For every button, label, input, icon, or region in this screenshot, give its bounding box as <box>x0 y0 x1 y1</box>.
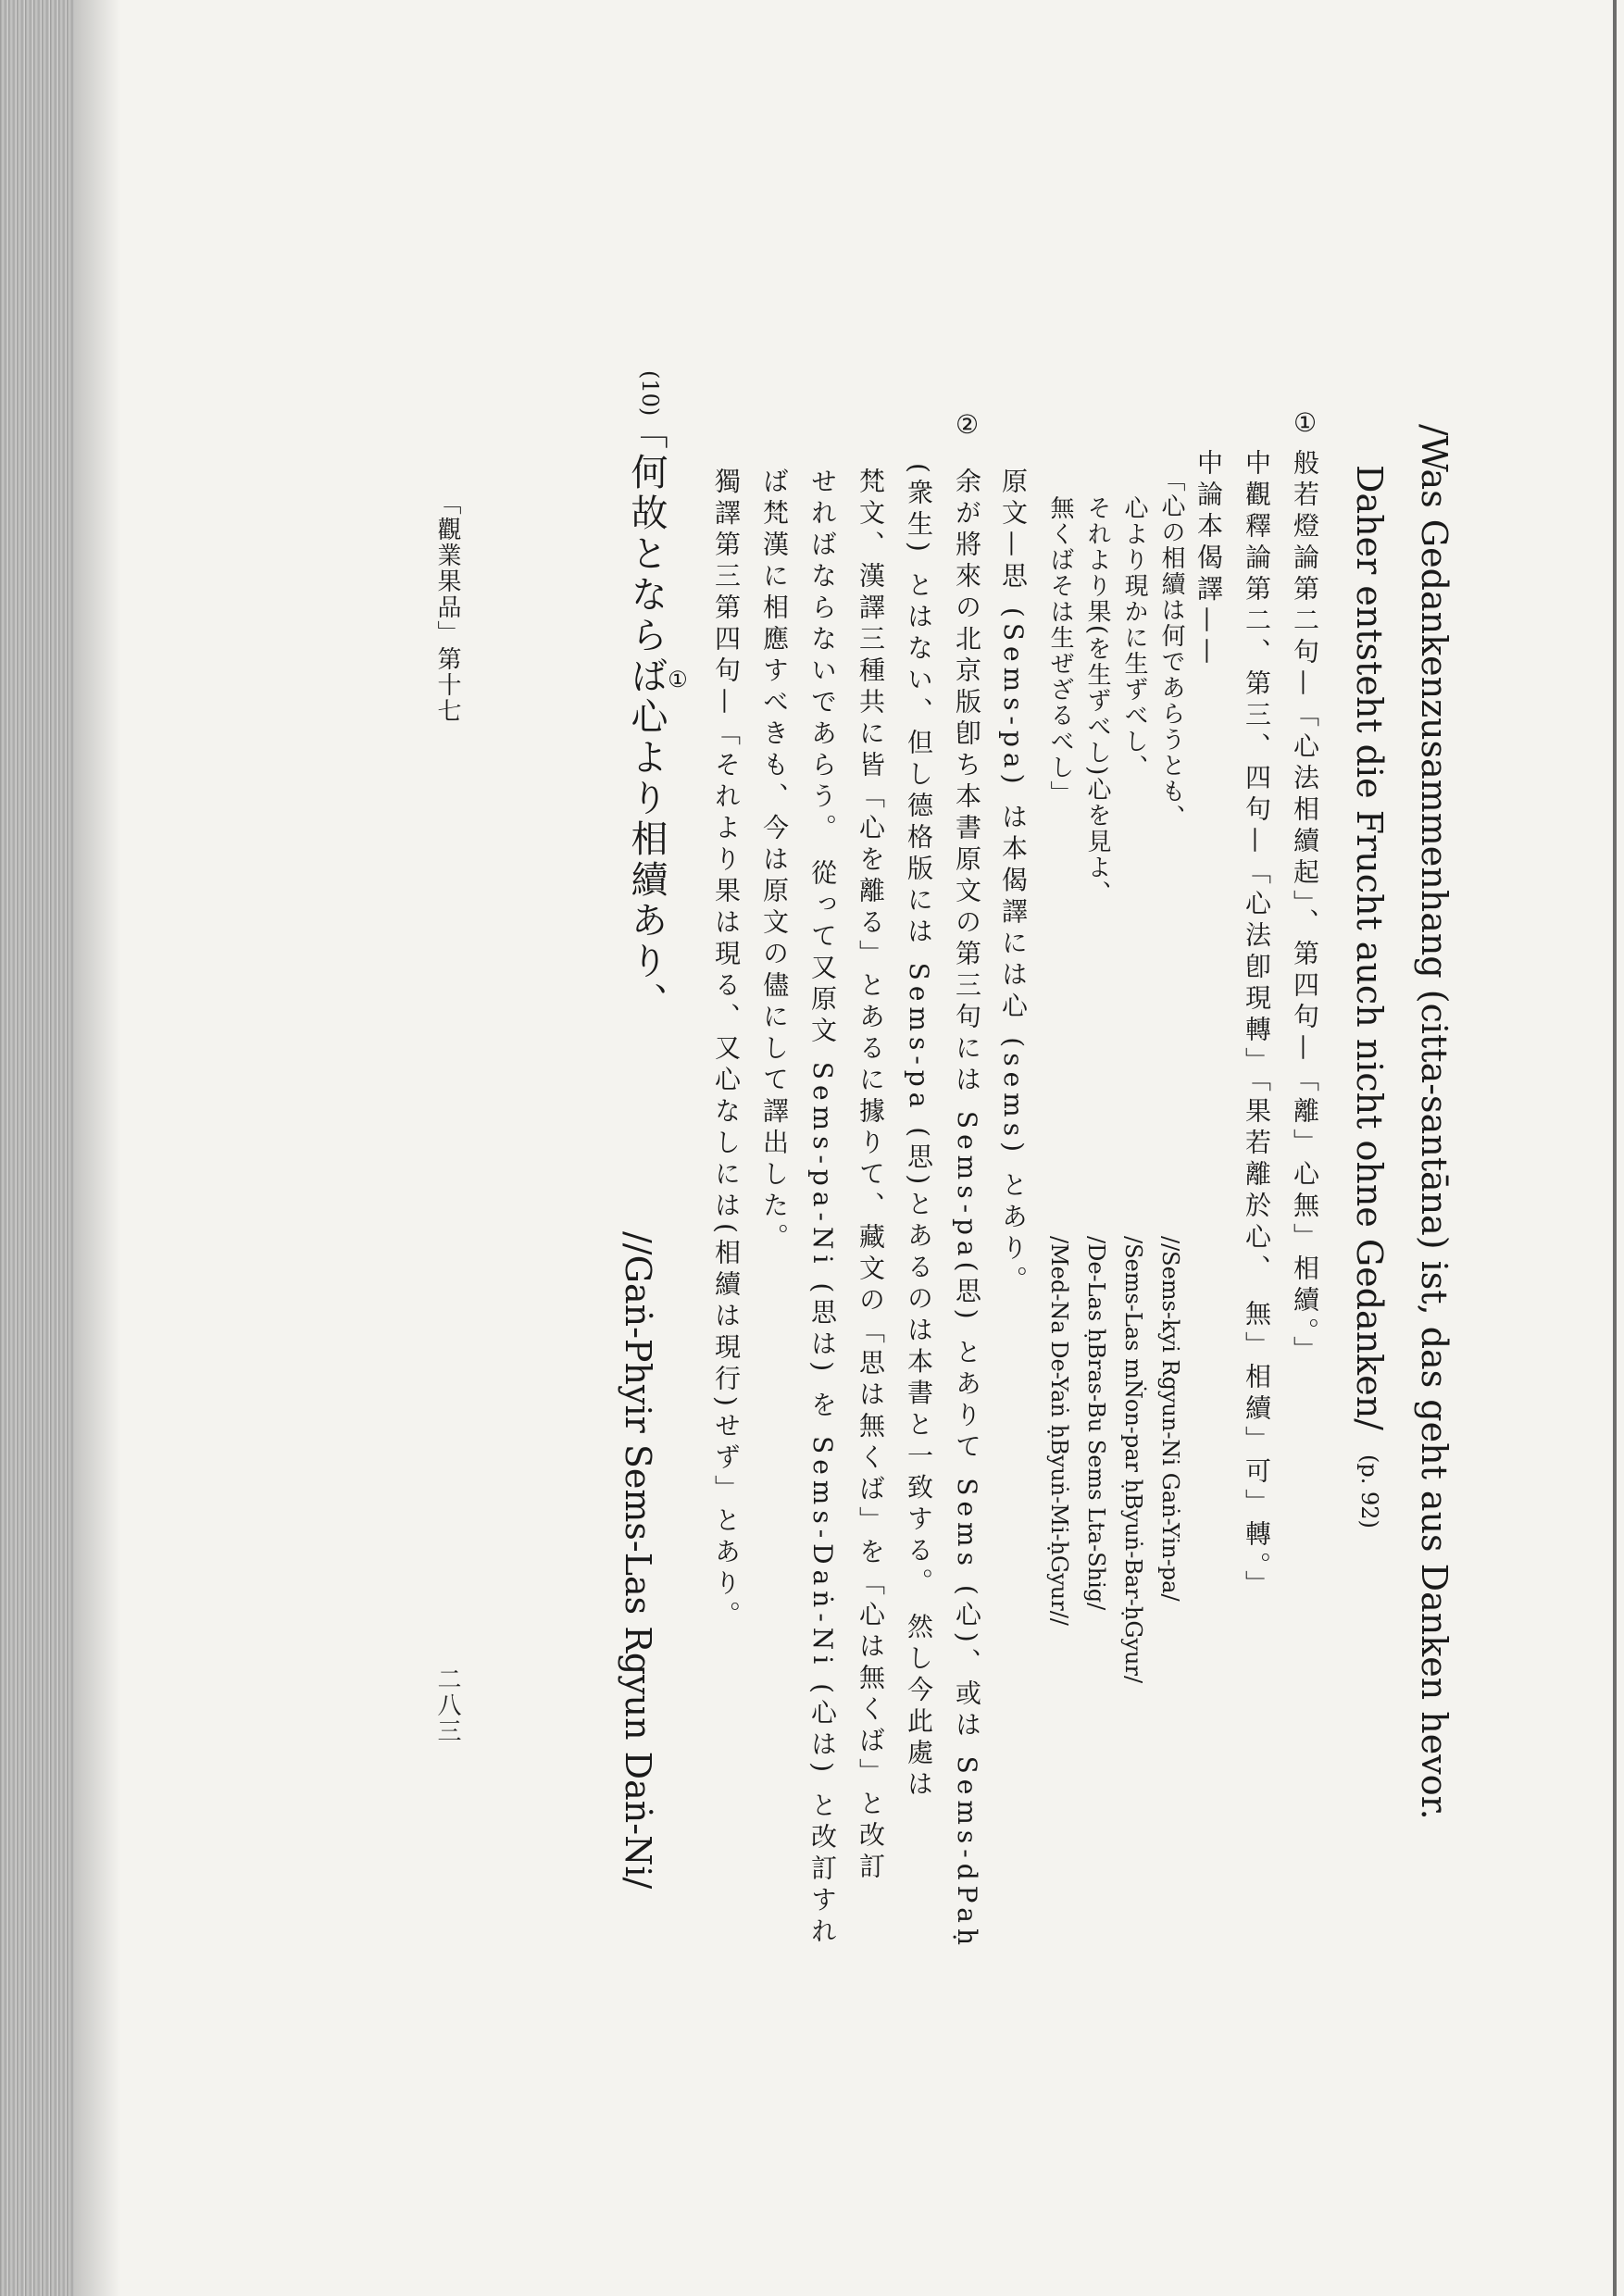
page-reference: (p. 92) <box>1356 1454 1382 1529</box>
verse-number: (10) <box>637 370 663 417</box>
tibetan-verse-2: /Sems-Las mṄon-par ḥByuṅ-Bar-ḥGyur/ <box>1120 1236 1146 1684</box>
main-verse-note-marker: ① <box>665 667 691 693</box>
japanese-verse-3: それより果(を生ずべし)心を見よ、 <box>1083 495 1111 907</box>
page-edge <box>1613 0 1617 2296</box>
tibetan-verse-4: /Med-Na De-Yaṅ ḥByuṅ-Mi-ḥGyur// <box>1046 1236 1072 1626</box>
note2-line-1: 余が將來の北京版卽ち本書原文の第三句には Sems-pa(思) とありて Sems (心)、或は Sems-dPaḥ <box>952 468 982 1951</box>
main-verse-text <box>625 412 668 1023</box>
note-line-chuuron-verse: 中論本偈譯—— <box>1193 449 1224 669</box>
main-verse-body: 「何故とならば心より相續あり、 <box>625 412 668 1023</box>
note-marker-2: ② <box>952 409 982 440</box>
note-line-madhyamaka-commentary: 中觀釋論第二、第三、四句—「心法卽現轉」「果若離於心、 無」相續」可」轉。」 <box>1242 449 1272 1602</box>
japanese-verse-4: 無くばそは生ぜざるべし」 <box>1046 495 1074 806</box>
note2-line-6: 獨譯第三第四句—「それより果は現る、又心なしには(相續は現行)せず」とあり。 <box>711 468 742 1632</box>
note2-line-5: ば梵漢に相應すべきも、今は原文の儘にして譯出した。 <box>759 468 790 1254</box>
spine-gradient <box>74 0 120 2296</box>
german-line-1: /Was Gedankenzusammenhang (citta-santāna) ist, das geht aus Danken hevor. <box>1414 424 1455 1820</box>
book-spine-shadow <box>0 0 74 2296</box>
note2-line-2: (衆生) とはない、但し德格版には Sems-pa (思)とあるのは本書と一致する。 然し今此處は <box>904 463 934 1803</box>
japanese-verse-2: 心より現かに生ずべし、 <box>1120 495 1148 780</box>
tibetan-verse-1: //Sems-kyi Rgyun-Ni Gaṅ-Yin-pa/ <box>1157 1236 1183 1602</box>
running-chapter-title: 「觀業果品」第十七 <box>433 491 461 724</box>
note-line-prajnapradipa: 般若燈論第二句—「心法相續起」、第四句—「離」心無」相續。」 <box>1290 449 1320 1367</box>
note2-line-4: せればならないであらう。 從って又原文 Sems-pa-Ni (思は) を Sems-Daṅ-Ni (心は) と改訂すれ <box>807 468 838 1949</box>
japanese-verse-1: 「心の相續は何であらうとも、 <box>1157 468 1185 830</box>
german-line-2-text: Daher entsteht die Frucht auch nicht ohne Gedanken/ <box>1349 465 1390 1430</box>
german-line-2 <box>1349 465 1390 1529</box>
note2-line-3: 梵文、漢譯三種共に皆「心を離る」とあるに據りて、藏文の「思は無くば」を「心は無くば」と改訂 <box>856 468 886 1884</box>
main-verse-tibetan: //Gaṅ-Phyir Sems-Las Rgyun Daṅ-Ni/ <box>618 1231 658 1890</box>
page-number: 二八三 <box>433 1666 461 1744</box>
note-marker-1: ① <box>1290 407 1320 438</box>
note-original-text: 原文—思 (Sems-pa) は本偈譯には心 (sems) とあり。 <box>998 468 1029 1297</box>
tibetan-verse-3: /De-Las ḥBras-Bu Sems Lta-Shig/ <box>1083 1236 1109 1611</box>
